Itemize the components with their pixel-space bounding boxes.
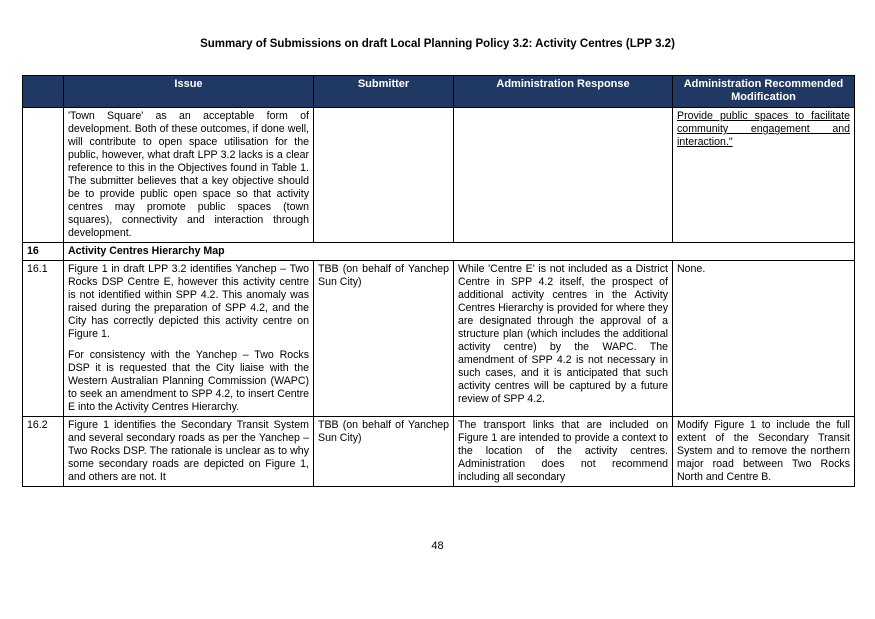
section-row: [23, 243, 855, 261]
cell-response: The transport links that are included on Figure 1 are intended to provide a context to the location of the activity centres. Administration does not recommend including all secondary: [454, 417, 673, 487]
header-response: Administration Response: [454, 76, 673, 108]
issue-paragraph: Figure 1 identifies the Secondary Transit System and several secondary roads as per the Yanchep – Two Rocks DSP. The rationale is unclear as to why some secondary roads are depicted on Figure 1, and others are not. It: [68, 419, 309, 483]
header-modification: Administration Recommended Modification: [673, 76, 855, 108]
header-number: [23, 76, 64, 108]
section-title: Activity Centres Hierarchy Map: [64, 243, 855, 261]
table-row: [23, 261, 855, 417]
cell-issue: [64, 261, 314, 417]
header-issue: Issue: [64, 76, 314, 108]
cell-submitter: [314, 108, 454, 243]
issue-paragraph: Figure 1 in draft LPP 3.2 identifies Yanchep – Two Rocks DSP Centre E, however this activity centre is not identified within SPP 4.2. This anomaly was raised during the preparation of SPP 4.2, and the City has correctly depicted this activity centre on Figure 1.: [68, 263, 309, 340]
document-title: Summary of Submissions on draft Local Planning Policy 3.2: Activity Centres (LPP 3.2): [200, 38, 675, 50]
header-submitter: Submitter: [314, 76, 454, 108]
cell-modification: None.: [673, 261, 855, 417]
cell-submitter: TBB (on behalf of Yanchep Sun City): [314, 261, 454, 417]
row-number: 16.2: [23, 417, 64, 487]
cell-issue: [64, 417, 314, 487]
modification-underlined-text: Provide public spaces to facilitate community engagement and interaction.": [677, 110, 850, 148]
cell-issue: 'Town Square' as an acceptable form of development. Both of these outcomes, if done well, will contribute to open space utilisation for the public, however, what draft LPP 3.2 lacks is a clear reference to this in the Objectives found in Table 1. The submitter believes that a key objective should be to provide public open space so that activity centres may promote public spaces (town squares), connectivity and interaction through development.: [64, 108, 314, 243]
page-number: 48: [431, 540, 444, 552]
row-number: 16.1: [23, 261, 64, 417]
table-header-row: [23, 76, 855, 108]
cell-modification: [673, 108, 855, 243]
submissions-table: [22, 75, 855, 487]
section-number: 16: [23, 243, 64, 261]
cell-submitter: TBB (on behalf of Yanchep Sun City): [314, 417, 454, 487]
cell-response: While 'Centre E' is not included as a District Centre in SPP 4.2 itself, the prospect of additional activity centres in the Activity Centres Hierarchy is provided for where they are designated through the approval of a structure plan (which includes the additional activity centre) by the WAPC. The amendment of SPP 4.2 is not necessary in such cases, and it is anticipated that such activity centres will be captured by a future review of SPP 4.2.: [454, 261, 673, 417]
table-row: [23, 417, 855, 487]
cell-response: [454, 108, 673, 243]
issue-paragraph: For consistency with the Yanchep – Two Rocks DSP it is requested that the City liaise with the Western Australian Planning Commission (WAPC) to seek an amendment to SPP 4.2, to insert Centre E into the Activity Centres Hierarchy.: [68, 349, 309, 413]
table-row-continued: [23, 108, 855, 243]
cell-number: [23, 108, 64, 243]
cell-modification: Modify Figure 1 to include the full extent of the Secondary Transit System and to remove the northern major road between Two Rocks North and Centre B.: [673, 417, 855, 487]
